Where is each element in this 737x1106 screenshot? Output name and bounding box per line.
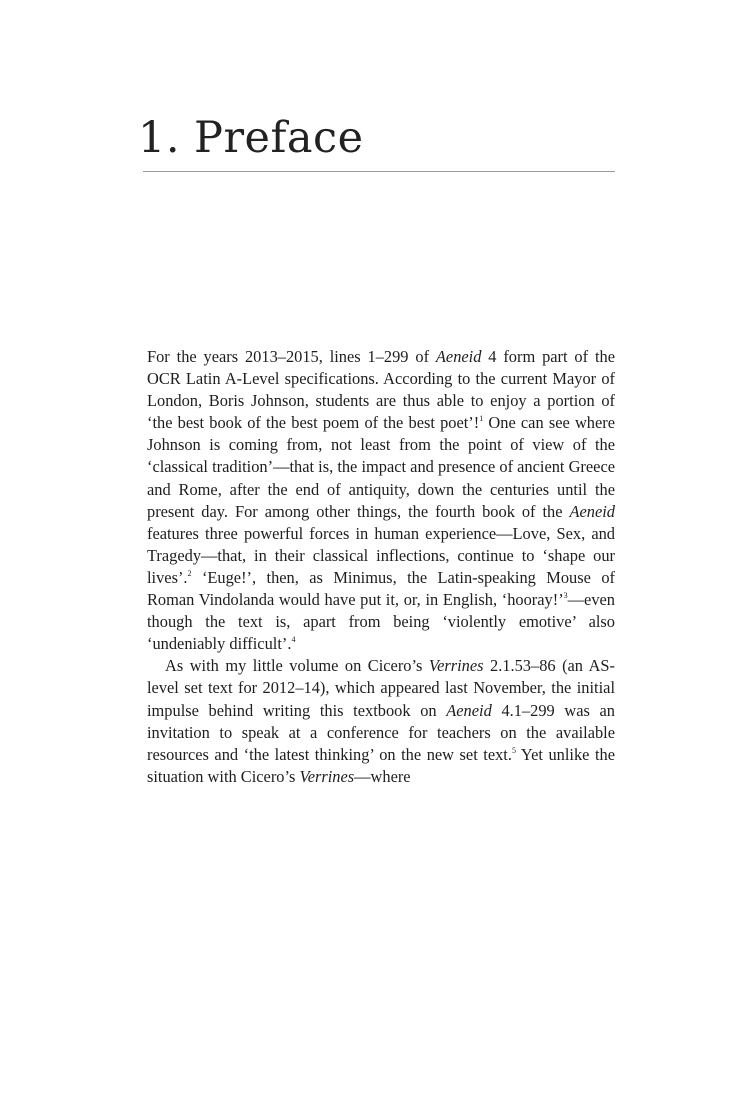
- text-run: 4.1–299 was an invitation to speak at a conference for teachers on the available resources and ‘the latest thinking’ on the new set text.: [147, 700, 615, 764]
- footnote-ref: 3: [563, 591, 568, 601]
- footnote-ref: 4: [291, 635, 296, 645]
- chapter-title: [138, 112, 364, 164]
- title-italic: Aeneid: [446, 700, 492, 720]
- text-run: One can see where Johnson is coming from, not least from the point of view of the ‘classical tradition’—that is, the impact and presence of ancient Greece and Rome, after the end of antiquity, down the centuries until the present day. For among other things, the fourth book of the: [147, 413, 615, 521]
- title-italic: Aeneid: [569, 501, 615, 521]
- paragraph: [147, 655, 615, 788]
- text-run: features three powerful forces in human experience—Love, Sex, and Tragedy—that, in their classical inflections, continue to ‘shape our lives’.: [147, 523, 615, 587]
- text-run: For the years 2013–2015, lines 1–299 of: [147, 347, 436, 366]
- title-italic: Verrines: [299, 766, 355, 786]
- footnote-ref: 2: [187, 568, 192, 578]
- paragraph: [147, 346, 615, 655]
- text-run: 4 form part of the OCR Latin A-Level specifications. According to the current Mayor of London, Boris Johnson, students are thus able to enjoy a portion of ‘the best book of the best poem of the best poet’!: [147, 347, 615, 433]
- footnote-ref: 5: [511, 745, 516, 755]
- chapter-number: 1.: [138, 113, 181, 163]
- text-run: —even though the text is, apart from being ‘violently emotive’ also ‘undeniably difficult’.: [147, 590, 615, 654]
- chapter-title-text: Preface: [194, 113, 364, 163]
- title-italic: Verrines: [428, 656, 484, 676]
- title-rule: [143, 171, 615, 172]
- text-run: —where: [354, 766, 411, 786]
- title-italic: Aeneid: [435, 347, 482, 366]
- text-run: ‘Euge!’, then, as Minimus, the Latin-speaking Mouse of Roman Vindolanda would have put it, or, in English, ‘hooray!’: [147, 567, 615, 610]
- footnote-ref: 1: [479, 414, 484, 424]
- text-run: As with my little volume on Cicero’s: [165, 656, 429, 676]
- text-run: Yet unlike the situation with Cicero’s: [147, 744, 615, 786]
- text-run: 2.1.53–86 (an AS-level set text for 2012–14), which appeared last November, the initial impulse behind writing this textbook on: [147, 656, 615, 720]
- preface-body: [147, 346, 615, 788]
